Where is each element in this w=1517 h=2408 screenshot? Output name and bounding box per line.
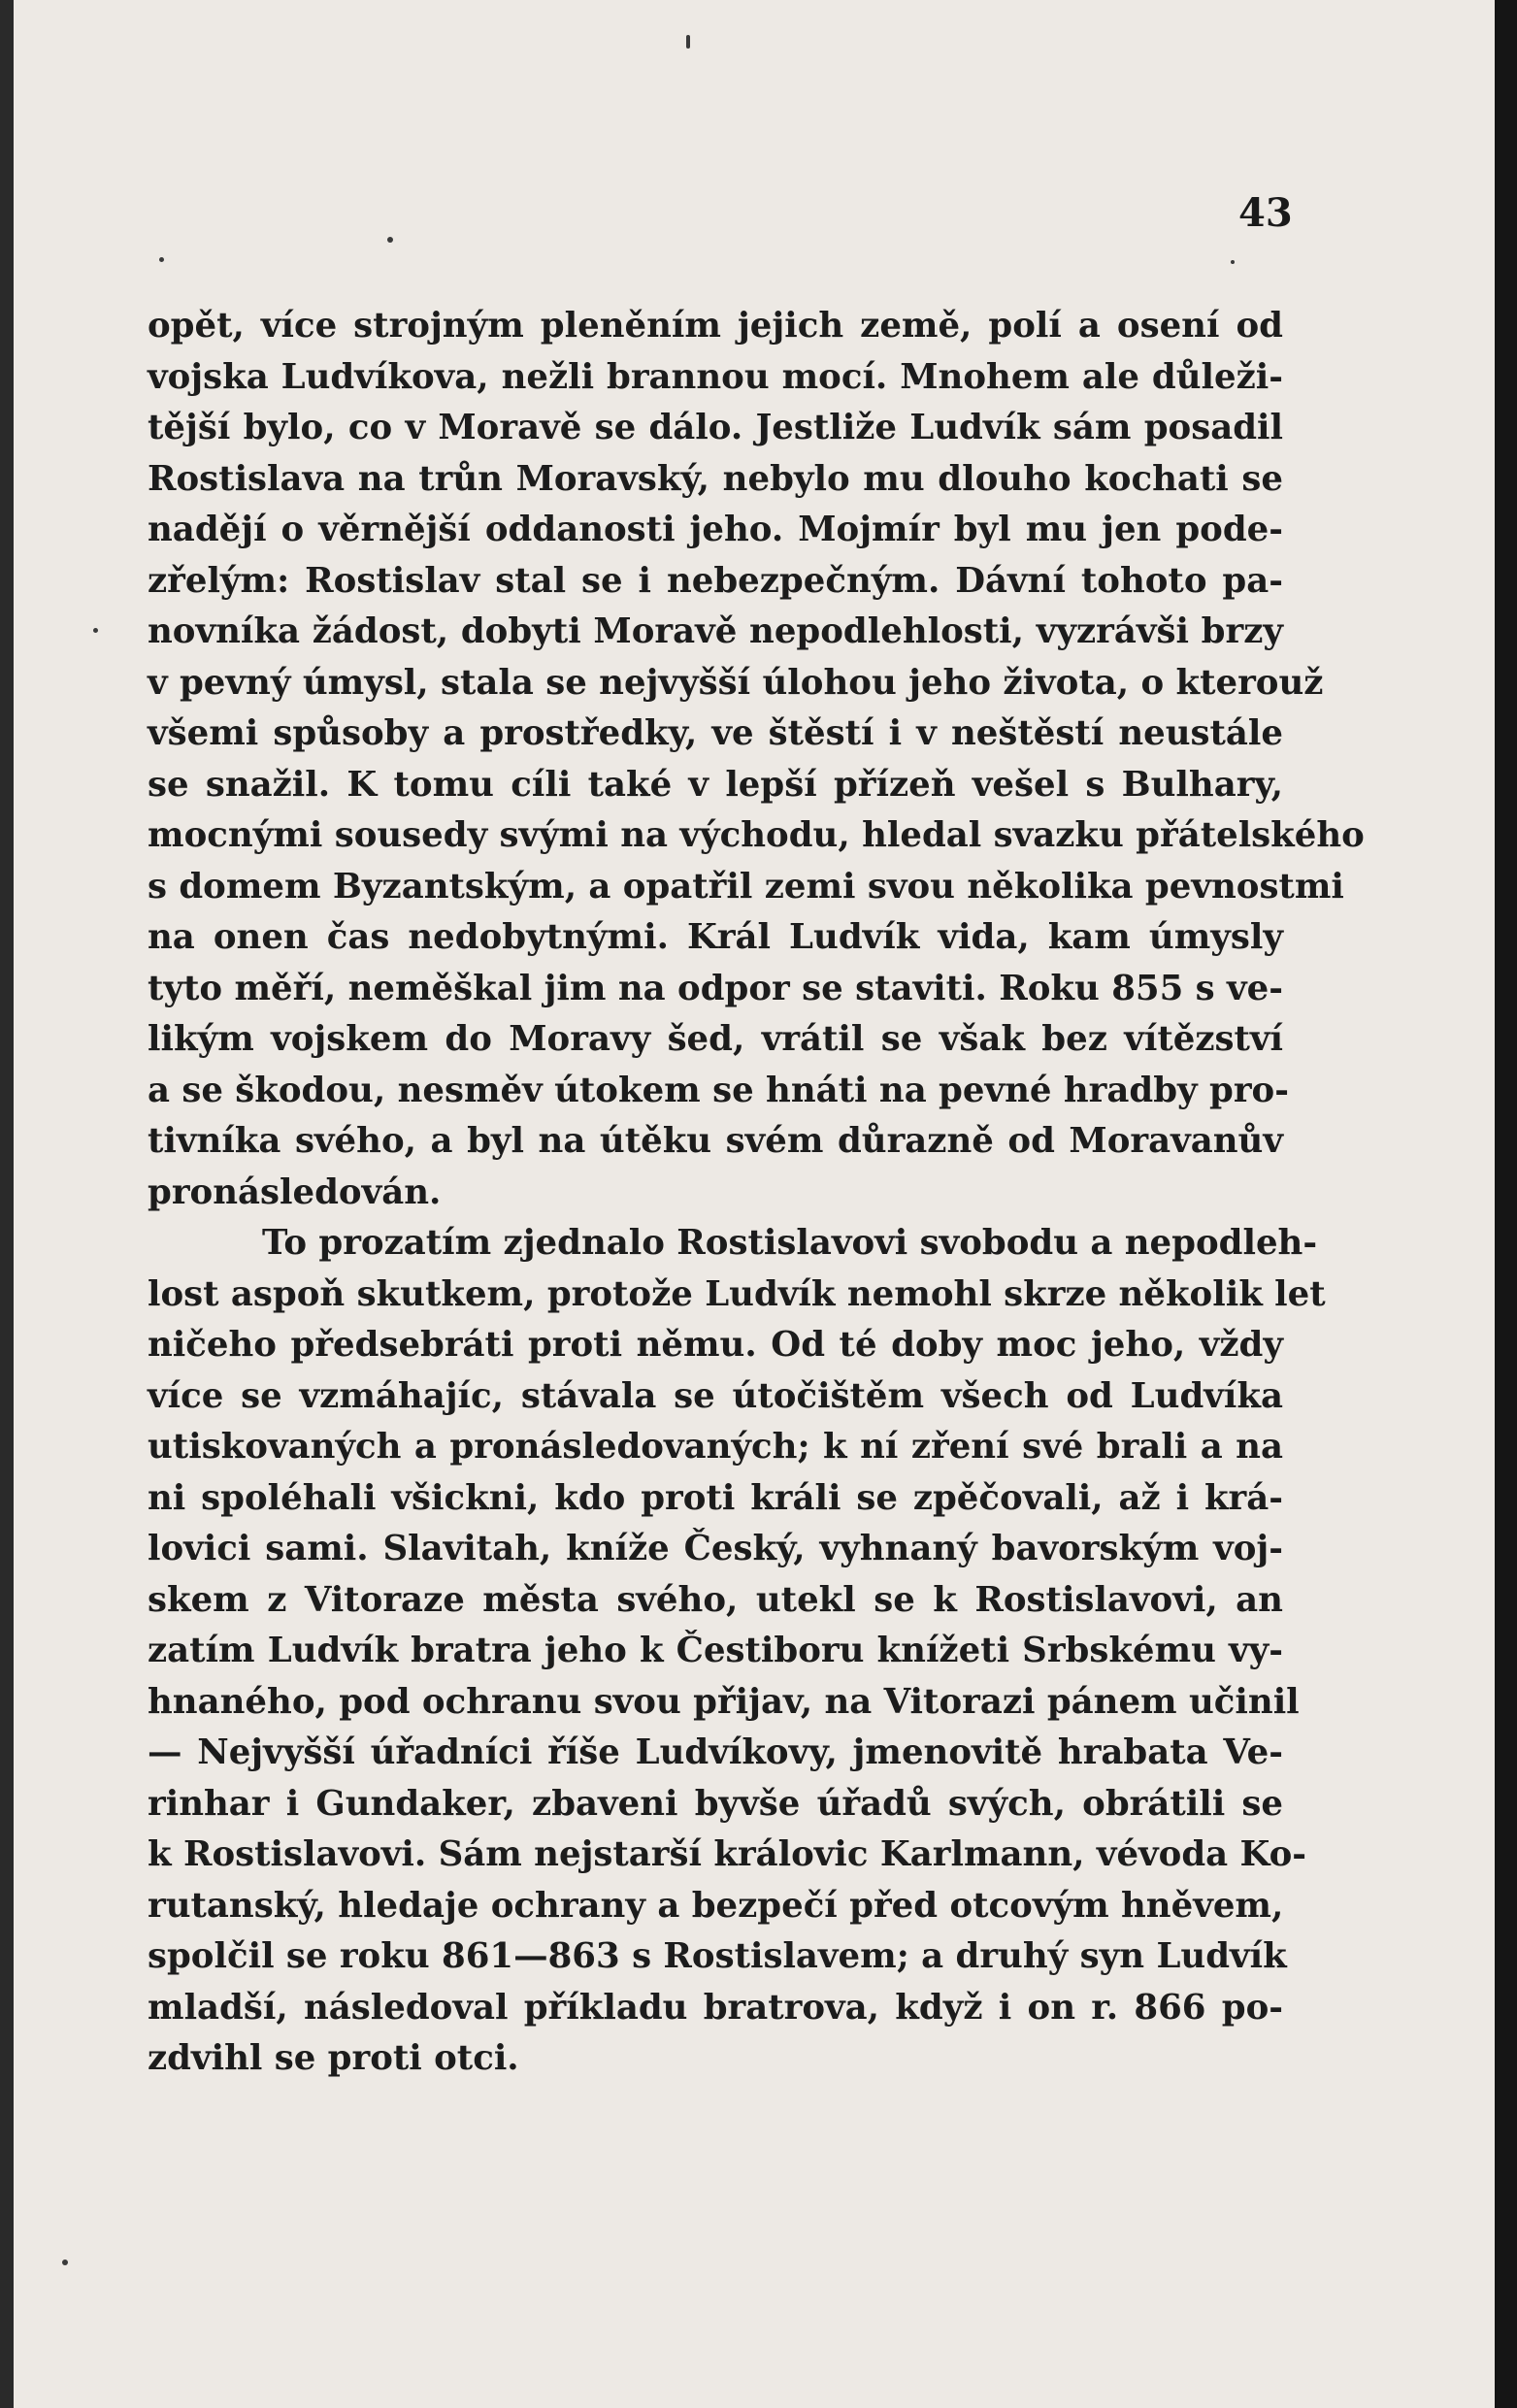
- text-line: všemi spůsoby a prostředky, ve štěstí i v neštěstí neustále: [148, 713, 1283, 753]
- book-page: [14, 0, 1495, 2408]
- text-line: vojska Ludvíkova, nežli brannou mocí. Mnohem ale důleži-: [148, 356, 1283, 397]
- text-line: Rostislava na trůn Moravský, nebylo mu dlouho kochati se: [148, 458, 1283, 499]
- paragraph-1: [148, 301, 1365, 1218]
- text-line: rutanský, hledaje ochrany a bezpečí před otcovým hněvem,: [148, 1885, 1284, 1926]
- text-line: mladší, následoval příkladu bratrova, když i on r. 866 po-: [148, 1987, 1283, 2028]
- text-line: skem z Vitoraze města svého, utekl se k Rostislavovi, an: [148, 1579, 1283, 1620]
- text-line: tyto měří, neměškal jim na odpor se staviti. Roku 855 s ve-: [148, 968, 1283, 1008]
- text-line: ničeho předsebráti proti němu. Od té doby moc jeho, vždy: [148, 1325, 1283, 1365]
- text-line: s domem Byzantským, a opatřil zemi svou několika pevnostmi: [148, 866, 1344, 907]
- scan-speck: [686, 35, 690, 49]
- text-line: se snažil. K tomu cíli také v lepší přízeň vešel s Bulhary,: [148, 764, 1283, 805]
- text-line: nadějí o věrnější oddanosti jeho. Mojmír byl mu jen pode-: [148, 510, 1283, 549]
- text-line: více se vzmáhajíc, stávala se útočištěm všech od Ludvíka: [148, 1375, 1283, 1416]
- text-line: tější bylo, co v Moravě se dálo. Jestliže Ludvík sám posadil: [148, 408, 1283, 447]
- text-line: zdvihl se proti otci.: [148, 2038, 519, 2078]
- text-line: a se škodou, nesměv útokem se hnáti na pevné hradby pro-: [148, 1070, 1289, 1110]
- text-line: novníka žádost, dobyti Moravě nepodlehlosti, vyzrávši brzy: [148, 611, 1283, 651]
- text-line: opět, více strojným pleněním jejich země, polí a osení od: [148, 306, 1283, 346]
- scan-speck: [93, 628, 98, 633]
- page-number: 43: [1238, 190, 1293, 236]
- scan-speck: [62, 2260, 68, 2265]
- text-line: likým vojskem do Moravy šed, vrátil se však bez vítězství: [148, 1019, 1283, 1059]
- scan-left-edge: [0, 0, 14, 2408]
- scan-right-edge: [1495, 0, 1517, 2408]
- text-line: spolčil se roku 861—863 s Rostislavem; a druhý syn Ludvík: [148, 1936, 1287, 1976]
- text-line: — Nejvyšší úřadníci říše Ludvíkovy, jmenovitě hrabata Ve-: [148, 1732, 1283, 1772]
- text-line: ni spoléhali všickni, kdo proti králi se zpěčovali, až i krá-: [148, 1477, 1283, 1518]
- text-line: lovici sami. Slavitah, kníže Český, vyhnaný bavorským voj-: [148, 1529, 1283, 1568]
- text-line: na onen čas nedobytnými. Král Ludvík vida, kam úmysly: [148, 917, 1283, 957]
- scan-speck: [159, 257, 164, 262]
- text-line: zatím Ludvík bratra jeho k Čestiboru knížeti Srbskému vy-: [148, 1631, 1283, 1670]
- text-line: k Rostislavovi. Sám nejstarší královic Karlmann, vévoda Ko-: [148, 1834, 1307, 1874]
- text-line: pronásledován.: [148, 1171, 442, 1212]
- text-line: mocnými sousedy svými na východu, hledal svazku přátelského: [148, 815, 1365, 855]
- scan-speck: [387, 237, 393, 243]
- body-text: [148, 301, 1365, 2085]
- text-line: tivníka svého, a byl na útěku svém důrazně od Moravanův: [148, 1121, 1283, 1161]
- text-line: rinhar i Gundaker, zbaveni byvše úřadů svých, obrátili se: [148, 1783, 1283, 1824]
- paragraph-2: [148, 1218, 1326, 2085]
- text-line: zřelým: Rostislav stal se i nebezpečným. Dávní tohoto pa-: [148, 560, 1283, 601]
- text-line: v pevný úmysl, stala se nejvyšší úlohou jeho života, o kterouž: [148, 662, 1324, 703]
- scan-speck: [1231, 260, 1235, 264]
- text-line: lost aspoň skutkem, protože Ludvík nemohl skrze několik let: [148, 1273, 1326, 1314]
- text-line: To prozatím zjednalo Rostislavovi svobodu a nepodleh-: [262, 1223, 1318, 1263]
- text-line: hnaného, pod ochranu svou přijav, na Vitorazi pánem učinil: [148, 1681, 1300, 1722]
- text-line: utiskovaných a pronásledovaných; k ní zření své brali a na: [148, 1427, 1283, 1467]
